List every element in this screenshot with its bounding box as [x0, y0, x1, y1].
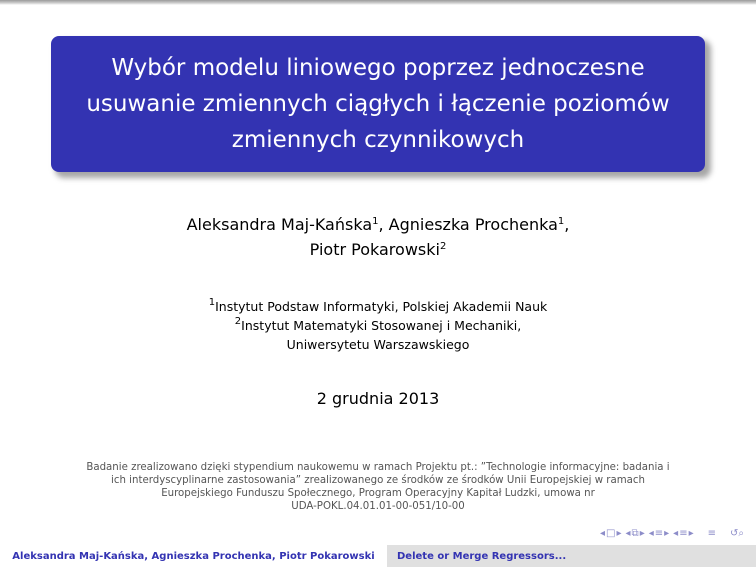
nav-subsection-icon[interactable]: ⧉	[631, 527, 639, 539]
author-affiliation-mark: 1	[557, 216, 565, 227]
nav-frame-group	[600, 528, 622, 539]
nav-next-frame-icon[interactable]: ▸	[616, 527, 622, 539]
institute-line	[0, 297, 756, 316]
funding-note-line: UDA-POKL.04.01.01-00-051/10-00	[291, 501, 465, 512]
title-line: Wybór modelu liniowego poprzez jednoczesne	[111, 55, 645, 81]
institute-line	[0, 335, 756, 354]
title-line: zmiennych czynnikowych	[231, 127, 525, 153]
author-line-2	[0, 237, 756, 262]
nav-align-icon[interactable]: ≡	[707, 527, 717, 539]
institute-line	[0, 316, 756, 335]
author-name: Aleksandra Maj-Kańska	[186, 215, 373, 234]
nav-next-subsection-icon[interactable]: ▸	[639, 527, 645, 539]
nav-prev-doc-icon[interactable]: ◂	[673, 527, 679, 539]
nav-next-section-icon[interactable]: ▸	[664, 527, 670, 539]
author-list	[0, 212, 756, 262]
top-rule	[0, 0, 756, 5]
nav-section-icon[interactable]: ≡	[654, 527, 664, 539]
title-box	[51, 36, 705, 172]
author-affiliation-mark: 1	[372, 216, 379, 227]
nav-prev-subsection-icon[interactable]: ◂	[625, 527, 631, 539]
institute-list	[0, 297, 756, 354]
beamer-navigation-bar	[600, 526, 744, 540]
author-line-1	[0, 212, 756, 237]
nav-subsection-group	[626, 528, 645, 539]
author-separator: ,	[378, 215, 389, 234]
nav-frame-icon[interactable]: □	[606, 527, 616, 539]
institute-number: 2	[234, 316, 242, 327]
author-name: Agnieszka Prochenka	[388, 215, 558, 234]
nav-prev-frame-icon[interactable]: ◂	[600, 527, 606, 539]
slide-title	[86, 50, 669, 158]
nav-prev-section-icon[interactable]: ◂	[648, 527, 654, 539]
nav-doc-group	[673, 528, 693, 539]
author-name: Piotr Pokarowski	[309, 240, 440, 259]
funding-note-line: Europejskiego Funduszu Społecznego, Program Operacyjny Kapitał Ludzki, umowa nr	[161, 488, 595, 499]
author-separator: ,	[564, 215, 570, 234]
nav-section-group	[649, 528, 669, 539]
author-affiliation-mark: 2	[439, 241, 447, 252]
funding-note-line: Badanie zrealizowano dzięki stypendium naukowemu w ramach Projektu pt.: ”Technologie informacyjne: badania i	[86, 462, 670, 473]
institute-name: Uniwersytetu Warszawskiego	[286, 337, 470, 352]
institute-name: Instytut Podstaw Informatyki, Polskiej Akademii Nauk	[215, 299, 548, 314]
institute-name: Instytut Matematyki Stosowanej i Mechaniki,	[241, 318, 522, 333]
slide-footer	[0, 545, 756, 567]
funding-note	[58, 461, 698, 513]
title-line: usuwanie zmiennych ciągłych i łączenie poziomów	[86, 91, 670, 117]
nav-next-doc-icon[interactable]: ▸	[688, 527, 694, 539]
institute-number: 1	[208, 297, 216, 308]
footer-short-title: Delete or Merge Regressors...	[387, 545, 756, 567]
nav-search-icon[interactable]: ↺⌕	[730, 527, 744, 539]
footer-authors: Aleksandra Maj-Kańska, Agnieszka Prochenka, Piotr Pokarowski	[0, 545, 387, 567]
presentation-date: 2 grudnia 2013	[316, 389, 440, 408]
nav-doc-icon[interactable]: ≡	[679, 527, 688, 539]
funding-note-line: ich interdyscyplinarne zastosowania” zrealizowanego ze środków ze środków Unii Europejskiej w ramach	[111, 475, 645, 486]
